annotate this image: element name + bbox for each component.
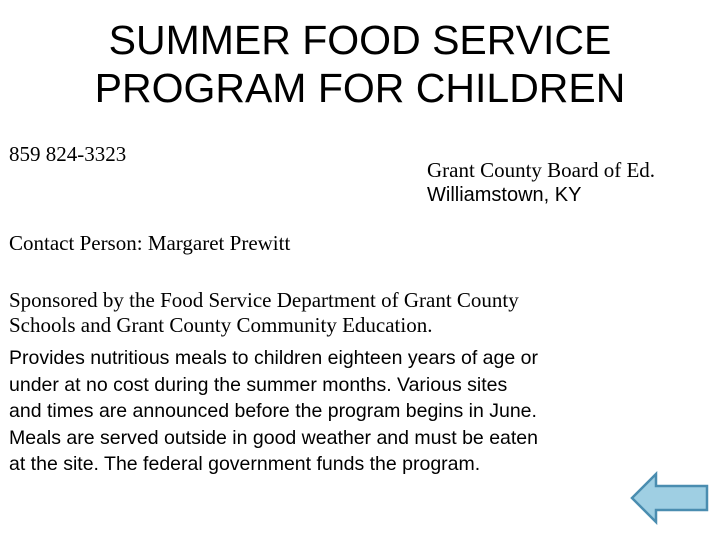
left-arrow-icon	[630, 471, 710, 525]
description-line-5: at the site. The federal government funds the program.	[9, 453, 481, 475]
sponsor-line-1: Sponsored by the Food Service Department of Grant County	[9, 288, 519, 312]
program-description	[9, 345, 689, 478]
description-line-3: and times are announced before the program begins in June.	[9, 400, 537, 422]
description-line-1: Provides nutritious meals to children eighteen years of age or	[9, 347, 538, 369]
description-line-4: Meals are served outside in good weather and must be eaten	[9, 426, 538, 449]
title-line-1: SUMMER FOOD SERVICE	[108, 17, 612, 63]
sponsor-text	[9, 288, 689, 338]
page-title	[0, 16, 720, 112]
organization-name: Grant County Board of Ed.	[427, 158, 656, 182]
sponsor-line-2: Schools and Grant County Community Education.	[9, 313, 433, 337]
organization-location: Williamstown, KY	[427, 184, 582, 206]
title-line-2: PROGRAM FOR CHILDREN	[94, 65, 626, 111]
contact-person: Contact Person: Margaret Prewitt	[9, 231, 291, 255]
back-button[interactable]	[630, 471, 710, 525]
description-line-2: under at no cost during the summer months. Various sites	[9, 373, 508, 396]
phone-number: 859 824-3323	[9, 142, 127, 166]
